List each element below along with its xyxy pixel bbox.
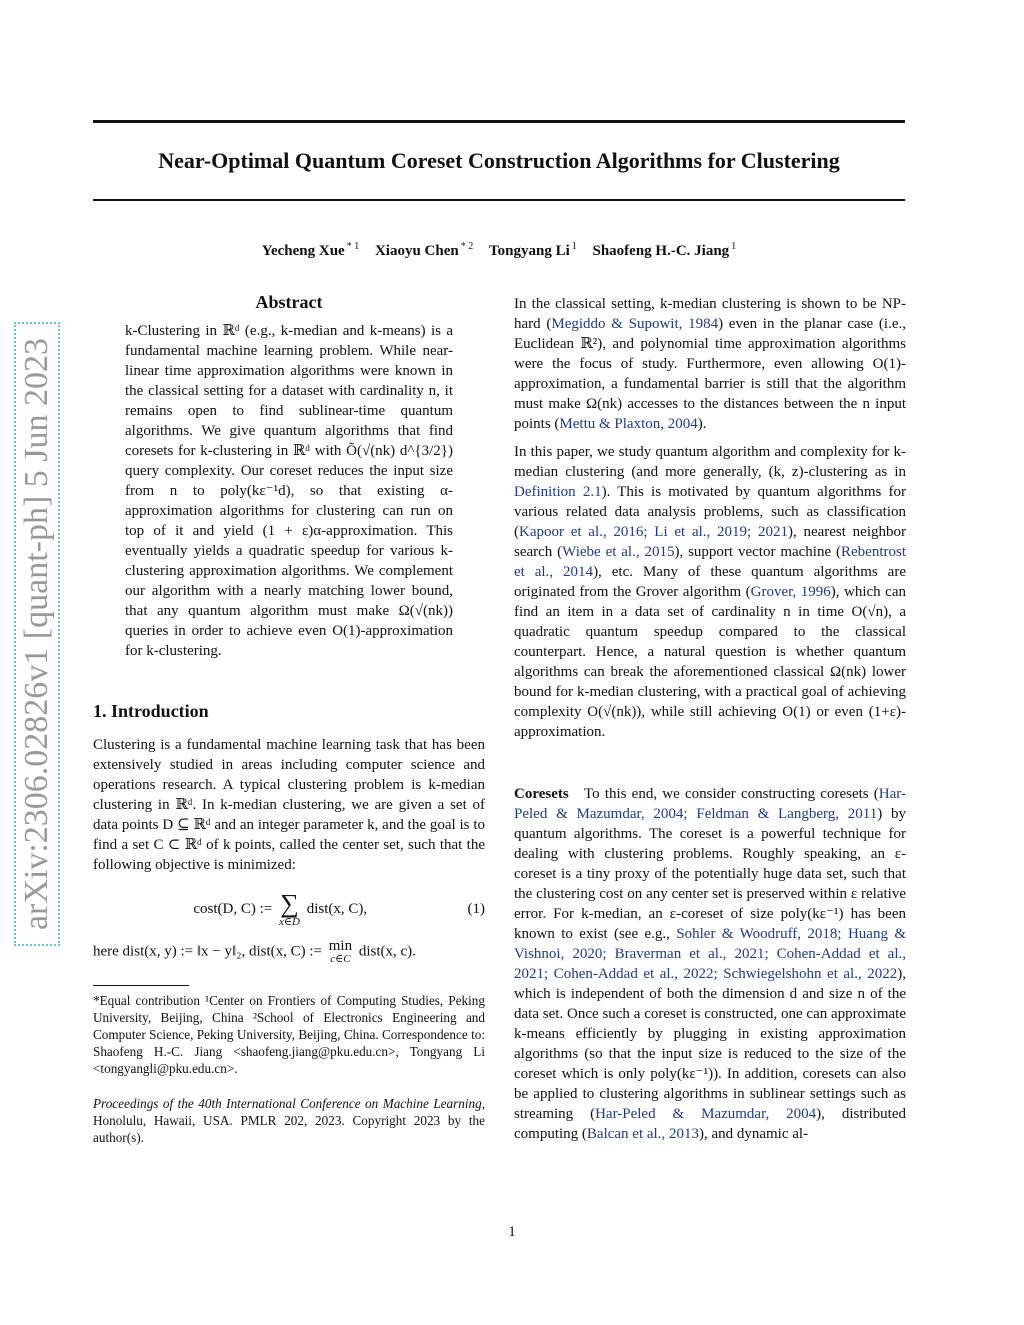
footnote-rule [93,985,189,986]
coresets-paragraph [514,784,906,1144]
classical-setting-paragraph [514,294,906,434]
citation-link[interactable]: Har-Peled & Mazumdar, 2004; Feldman & Langberg, 2011 [514,786,906,822]
min-operator: min c∈C [328,938,353,965]
author-list [93,236,905,262]
intro-paragraph: Clustering is a fundamental machine learning task that has been extensively studied in areas including computer science and operations research. A typical clustering problem is k-median clustering in ℝᵈ. In k-median clustering, we are given a set of data points D ⊆ ℝᵈ and an integer parameter k, and the goal is to find a set C ⊂ ℝᵈ of k points, called the center set, such that the following objective is minimized: [93,737,485,873]
paragraph-text: ), nearest neighbor search ( [514,524,906,560]
citation-link[interactable]: Kapoor et al., 2016; Li et al., 2019; 2021 [519,524,788,540]
citation-link[interactable]: Sohler & Woodruff, 2018; Huang & Vishnoi, 2020; Braverman et al., 2021; Cohen-Addad et al., 2021; Cohen-Addad et al., 2022; Schwiegelshohn et al., 2022 [514,926,907,982]
equation-1 [93,887,485,931]
equation-rhs: dist(x, C), [306,900,368,917]
sum-subscript: x∈D [278,915,300,928]
citation-link[interactable]: Rebentrost et al., 2014 [514,544,906,580]
paragraph-text: ), which is independent of both the dimension d and size n of the data set. Once such a coreset is constructed, one can approximate k-means efficiently by plugging in existing approximation algorithms (so that the input size is reduced to the size of the coreset which is only poly(kε⁻¹)). In addition, coresets can also be applied to clustering algorithms in sublinear settings such as streaming ( [514,966,906,1122]
paragraph-text: ), which can find an item in a data set of cardinality n in time O(√n), a quadratic quantum speedup compared to the classical counterpart. Hence, a natural question is whether quantum algorithms can break the aforementioned classical Ω(nk) lower bound for k-median clustering, with a practical goal of achieving complexity O(√(nk)), while still achieving O(1) or even (1+ε)-approximation. [514,584,906,740]
sum-symbol: ∑ x∈D [278,888,300,928]
paragraph-text: ). This is motivated by quantum algorithms for various related data analysis problems, such as classification ( [514,484,907,540]
paragraph-text: In this paper, we study quantum algorithm and complexity for k-median clustering (and more generally, (k, z)-clustering as in [514,444,906,480]
author: Yecheng Xue $^{* 1}$ [261,241,360,259]
paragraph-text: ), support vector machine ( [674,544,841,560]
paragraph-text: ), and dynamic al- [698,1126,809,1142]
paragraph-text: To this end, we consider constructing coresets ( [584,786,879,802]
introduction-heading: 1. Introduction [93,701,209,721]
motivation-paragraph [514,442,906,742]
paragraph-text: In the classical setting, k-median clustering is shown to be NP-hard ( [514,296,906,332]
equation-number: (1) [467,901,485,917]
citation-link[interactable]: Mettu & Plaxton, 2004 [559,416,698,432]
abstract-heading: Abstract [255,292,323,312]
citation-link[interactable]: Wiebe et al., 2015 [562,544,675,560]
abstract-text: k-Clustering in ℝᵈ (e.g., k-median and k-means) is a fundamental machine learning problem. While near-linear time approximation algorithms were known in the classical setting for a dataset with cardinality n, it remains open to find sublinear-time quantum algorithms. We give quantum algorithms that find coresets for k-clustering in ℝᵈ with Õ(√(nk) d^{3/2}) query complexity. Our coreset reduces the input size from n to poly(kε⁻¹d), so that existing α-approximation algorithms for clustering can run on top of it and yield (1 + ε)α-approximation. This eventually yields a quadratic speedup for various k-clustering approximation algorithms. We complement our algorithm with a nearly matching lower bound, that any quantum algorithm must make Ω(√(nk)) queries in order to achieve even O(1)-approximation for k-clustering. [125,323,453,659]
paragraph-text: ) even in the planar case (i.e., Euclidean ℝ²), and polynomial time approximation algorithms were the focus of study. Furthermore, even allowing O(1)-approximation, a fundamental barrier is still that the algorithm must make Ω(nk) accesses to the distances between the n input points ( [514,316,906,432]
author: Xiaoyu Chen $^{* 2}$ [374,241,474,259]
top-rule [93,120,905,123]
affiliation-footnote: *Equal contribution ¹Center on Frontiers of Computing Studies, Peking University, Beijing, China ²School of Electronics Engineering and Computer Science, Peking University, Beijing, China. Correspondence to: Shaofeng H.-C. Jiang <shaofeng.jiang@pku.edu.cn>, Tongyang Li <tongyangli@pku.edu.cn>. [93,993,485,1076]
citation-link[interactable]: Megiddo & Supowit, 1984 [551,316,719,332]
distance-definition: here dist(x, y) := ‖x − y‖₂, dist(x, C) := min c∈C dist(x, c). [93,938,416,965]
author: Tongyang Li $^1$ [489,241,577,259]
paper-title: Near-Optimal Quantum Coreset Construction Algorithms for Clustering [158,148,840,173]
title-bottom-rule [93,199,905,201]
page-number: 1 [508,1224,516,1240]
proceedings-note: Proceedings of the 40th International Conference on Machine Learning, Honolulu, Hawaii, USA. PMLR 202, 2023. Copyright 2023 by the author(s). [93,1096,485,1145]
coresets-heading: Coresets [514,786,569,802]
author: Shaofeng H.-C. Jiang $^1$ [592,241,737,259]
citation-link[interactable]: Har-Peled & Mazumdar, 2004 [595,1106,817,1122]
citation-link[interactable]: Grover, 1996 [750,584,831,600]
paragraph-text: ). [697,416,707,432]
right-column [514,294,906,1144]
paragraph-text: ), etc. Many of these quantum algorithms are originated from the Grover algorithm ( [514,564,906,600]
arxiv-identifier-text: arXiv:2306.02826v1 [quant-ph] 5 Jun 2023 [18,337,56,931]
paragraph-text: ) by quantum algorithms. The coreset is a powerful technique for dealing with clustering problems. Roughly speaking, an ε-coreset is a tiny proxy of the potentially huge data set, such that the clustering cost on any center set is preserved within ε relative error. For k-median, an ε-coreset of size poly(kε⁻¹) has been known to exist (see e.g., [514,806,906,942]
citation-link[interactable]: Balcan et al., 2013 [586,1126,699,1142]
citation-link[interactable]: Definition 2.1 [514,484,602,500]
equation-lhs: cost(D, C) := [193,900,273,917]
arxiv-identifier-stamp[interactable] [14,322,60,946]
left-column [93,290,485,1146]
paragraph-text: ), distributed computing ( [514,1106,907,1142]
